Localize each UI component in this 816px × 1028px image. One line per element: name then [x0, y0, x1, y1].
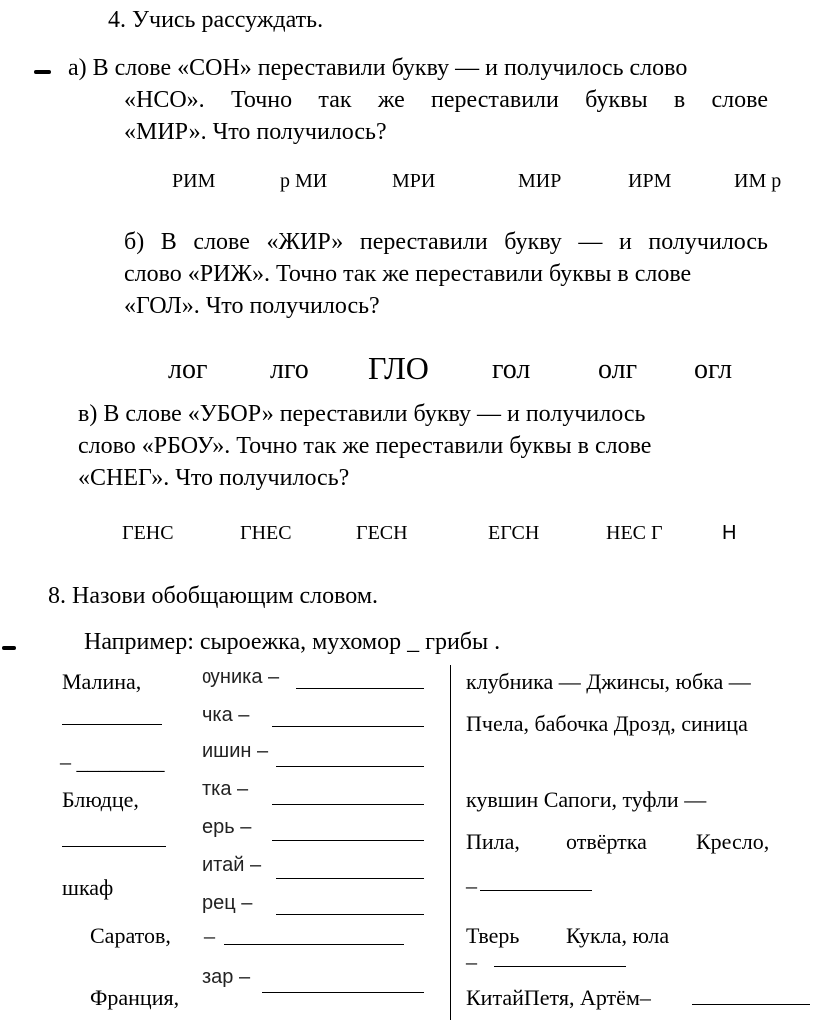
- margin-mark: [2, 646, 16, 650]
- right-r1: клубника — Джинсы, юбка —: [466, 669, 751, 694]
- option: ГНЕС: [240, 522, 292, 544]
- answer-line: [494, 966, 626, 967]
- fragment: рец –: [202, 892, 253, 914]
- option: МРИ: [392, 170, 436, 192]
- left-saratov-dash: –: [204, 923, 215, 948]
- answer-line: [276, 766, 424, 767]
- fragment: итай –: [202, 854, 262, 876]
- task4-b-line2: слово «РИЖ». Точно так же переставили буквы в слове: [124, 261, 692, 287]
- right-r8: КитайПетя, Артём–: [466, 985, 651, 1010]
- fragment: тка –: [202, 778, 249, 800]
- fragment: чка –: [202, 704, 250, 726]
- answer-line: [480, 890, 592, 891]
- task4-c-line1: в) В слове «УБОР» переставили букву — и получилось: [78, 401, 646, 427]
- answer-line: [262, 992, 424, 993]
- option: РИМ: [172, 170, 216, 192]
- answer-line: [296, 688, 424, 689]
- task4-c-line2: слово «РБОУ». Точно так же переставили буквы в слове: [78, 433, 652, 459]
- option: ИМ р: [734, 170, 782, 192]
- answer-line: [272, 726, 424, 727]
- right-r6a: Тверь: [466, 923, 520, 948]
- left-franciya: Франция,: [90, 985, 180, 1010]
- option: ГЕНС: [122, 522, 174, 544]
- task4-a-line2: «НСО». Точно так же переставили буквы в слове: [124, 87, 768, 113]
- right-r4a: Пила,: [466, 829, 520, 854]
- left-malina: Малина,: [62, 669, 142, 694]
- option: гол: [492, 354, 531, 385]
- fragment: зар –: [202, 966, 251, 988]
- fragment: ишин –: [202, 740, 269, 762]
- left-bludce: Блюдце,: [62, 787, 139, 812]
- margin-mark: [34, 70, 51, 74]
- right-r4c: Кресло,: [696, 829, 770, 854]
- answer-line: [62, 846, 166, 847]
- option: огл: [694, 354, 733, 385]
- option: олг: [598, 354, 638, 385]
- option: Н: [722, 522, 737, 544]
- option: ИРМ: [628, 170, 672, 192]
- option: МИР: [518, 170, 562, 192]
- left-dash-line: – ________: [60, 749, 165, 774]
- task8-heading: 8. Назови обобщающим словом.: [48, 583, 379, 609]
- answer-line: [276, 878, 424, 879]
- task4-a-line1: а) В слове «СОН» переставили букву — и получилось слово: [68, 55, 688, 81]
- fragment: ѹника –: [202, 666, 280, 688]
- task4-a-line3: «МИР». Что получилось?: [124, 119, 387, 145]
- right-r7: –: [466, 949, 477, 974]
- right-r3: кувшин Сапоги, туфли —: [466, 787, 707, 812]
- right-r2: Пчела, бабочка Дрозд, синица: [466, 711, 748, 736]
- fragment: ерь –: [202, 816, 252, 838]
- right-r5: –: [466, 873, 477, 898]
- task4-b-line1: б) В слове «ЖИР» переставили букву — и получилось: [124, 229, 768, 255]
- left-shkaf: шкаф: [62, 875, 114, 900]
- option: ЕГСН: [488, 522, 540, 544]
- option: НЕС Г: [606, 522, 663, 544]
- task8-example: Например: сыроежка, мухомор _ грибы .: [84, 629, 501, 655]
- right-r4b: отвёртка: [566, 829, 647, 854]
- answer-line: [62, 724, 162, 725]
- answer-line: [692, 1004, 810, 1005]
- answer-line: [224, 944, 404, 945]
- answer-line: [276, 914, 424, 915]
- option: р МИ: [280, 170, 328, 192]
- task4-c-line3: «СНЕГ». Что получилось?: [78, 465, 350, 491]
- right-r6b: Кукла, юла: [566, 923, 670, 948]
- left-saratov: Саратов,: [90, 923, 171, 948]
- option: лог: [168, 354, 208, 385]
- task4-b-line3: «ГОЛ». Что получилось?: [124, 293, 380, 319]
- answer-line: [272, 804, 424, 805]
- option: ГЛО: [368, 350, 429, 386]
- answer-line: [272, 840, 424, 841]
- option: ГЕСН: [356, 522, 408, 544]
- option: лго: [270, 354, 309, 385]
- task4-heading: 4. Учись рассуждать.: [108, 7, 324, 33]
- column-divider: [450, 665, 451, 1020]
